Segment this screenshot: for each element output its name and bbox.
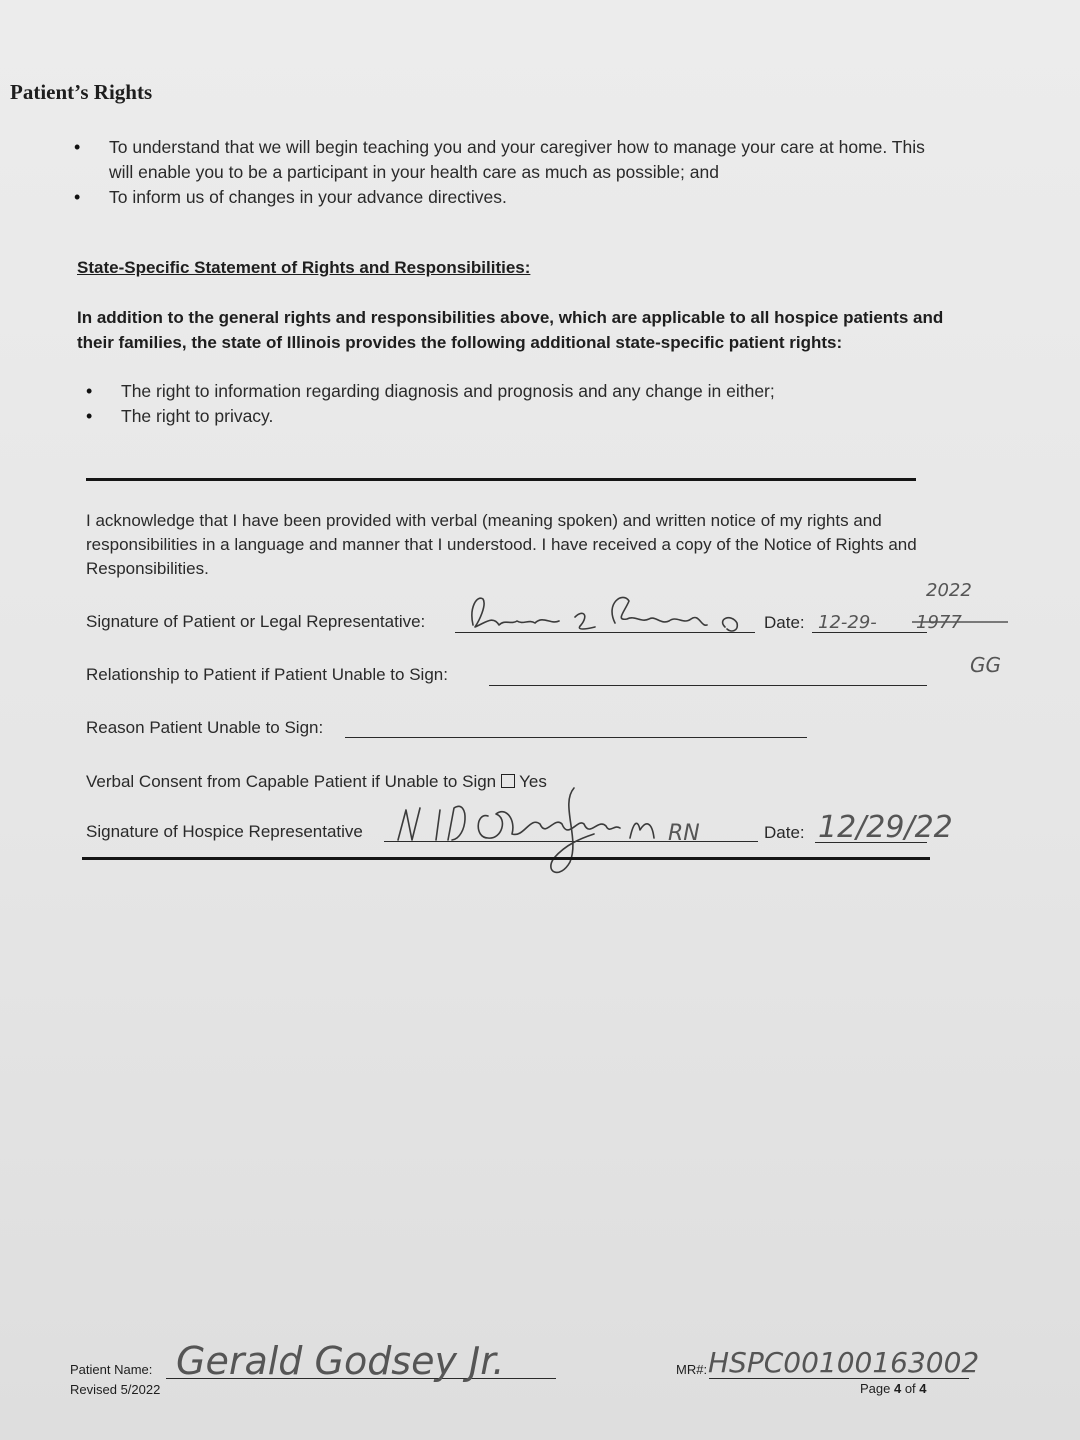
section-title: Patient’s Rights [10,80,153,104]
list-item: • To inform us of changes in your advance directives. [109,185,949,210]
relationship-label: Relationship to Patient if Patient Unable to Sign: [86,665,448,684]
state-rights-list [121,379,921,429]
list-item: • The right to privacy. [121,404,921,429]
patient-date-struck: 1977 [916,612,962,633]
revised-date: Revised 5/2022 [70,1382,161,1397]
verbal-consent-label: Verbal Consent from Capable Patient if Unable to Sign [86,772,497,791]
patient-date-handwriting [812,572,1052,687]
reason-label: Reason Patient Unable to Sign: [86,718,324,737]
hospice-rep-signature-handwriting [384,768,764,883]
mr-label: MR#: [676,1362,708,1377]
patient-signature-label: Signature of Patient or Legal Representative: [86,612,426,631]
hospice-rep-credential: RN [668,821,700,846]
hospice-rep-label: Signature of Hospice Representative [86,822,363,841]
general-rights-list [109,135,949,210]
state-intro-paragraph: In addition to the general rights and responsibilities above, which are applicable to all hospice patients and their families, the state of Illinois provides the following additional state-specific patient rights: [77,308,944,352]
patient-date-value: 12-29- [818,612,877,633]
patient-name-value: Gerald Godsey Jr. [176,1339,505,1383]
mr-handwriting [706,1332,996,1382]
acknowledgement-paragraph: I acknowledge that I have been provided with verbal (meaning spoken) and written notice of my rights and responsibilities in a language and manner that I understood. I have received a copy of the Notice of Rights and Responsibilities. [86,511,917,578]
section-divider [86,478,916,481]
patient-date-correction: 2022 [926,580,972,601]
patient-name-label: Patient Name: [70,1362,153,1377]
patient-signature-handwriting [455,585,765,645]
patient-name-handwriting [170,1322,570,1397]
page-number: Page 4 of 4 [860,1381,927,1396]
signature-section-divider [82,857,930,860]
list-item: • To understand that we will begin teaching you and your caregiver how to manage your care at home. This will enable you to be a participant in your health care as much as possible; and [109,135,949,185]
hospice-date-handwriting [812,795,982,850]
reason-line[interactable] [345,737,807,738]
list-item: • The right to information regarding diagnosis and prognosis and any change in either; [121,379,921,404]
relationship-line[interactable] [489,685,927,686]
hospice-date-label: Date: [764,823,805,842]
mr-value: HSPC00100163002 [708,1346,980,1379]
hospice-date-value: 12/29/22 [818,810,953,845]
verbal-consent-yes: Yes [519,772,547,791]
patient-date-label: Date: [764,613,805,632]
correction-initials: GG [970,653,1001,677]
state-specific-heading: State-Specific Statement of Rights and Responsibilities: [77,258,531,277]
